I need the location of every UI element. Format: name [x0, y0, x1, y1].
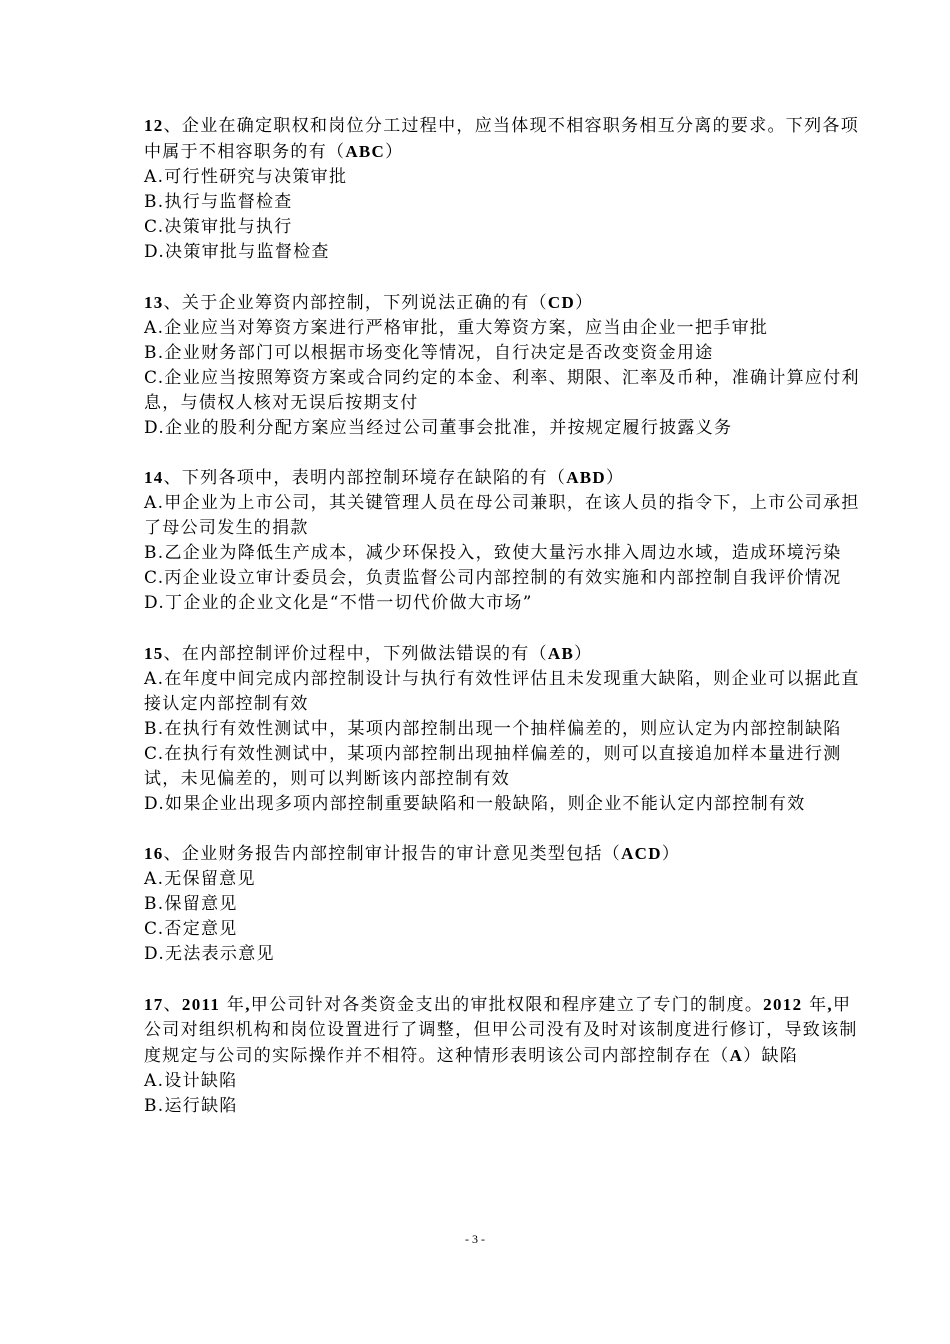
question-number: 13 [144, 292, 164, 312]
option-c: C.否定意见 [144, 919, 238, 939]
comma: , [245, 994, 251, 1014]
page-number: - 3 - [465, 1232, 485, 1246]
question-text: 、关于企业筹资内部控制，下列说法正确的有（ [163, 292, 548, 313]
question-text: 甲公司对组织机构和岗位设置进行了调整，但甲公司没有及时对该制度进行修订，导致该制度规定与公司的实际操作并不相符。这种情形表明该公司内部控制存在（ [144, 994, 858, 1066]
question-number: 15 [144, 643, 164, 663]
answer-key: ACD [621, 844, 662, 863]
question-16 [144, 841, 866, 967]
option-b: B.执行与监督检查 [144, 192, 293, 212]
question-text: 年 [802, 994, 828, 1015]
question-number: 16 [144, 844, 164, 863]
option-c: C.在执行有效性测试中，某项内部控制出现抽样偏差的，则可以直接追加样本量进行测试，未见偏差的，则可以判断该内部控制有效 [144, 743, 842, 789]
option-b: B.保留意见 [144, 894, 238, 914]
option-a: A.设计缺陷 [144, 1070, 238, 1091]
question-stem [144, 465, 866, 491]
option-a: A.可行性研究与决策审批 [144, 167, 348, 187]
option-d: D.无法表示意见 [144, 944, 275, 964]
question-stem [144, 641, 866, 667]
question-list [144, 113, 866, 1143]
year-2012: 2012 [763, 994, 803, 1014]
option-b: B.企业财务部门可以根据市场变化等情况，自行决定是否改变资金用途 [144, 342, 714, 363]
year-2011: 2011 [181, 994, 221, 1014]
question-text: 、企业财务报告内部控制审计报告的审计意见类型包括（ [163, 844, 622, 864]
option-b: B.运行缺陷 [144, 1095, 238, 1116]
option-c: C.企业应当按照筹资方案或合同约定的本金、利率、期限、汇率及币种，准确计算应付利息，与债权人核对无误后按期支付 [144, 367, 860, 413]
question-number: 17 [144, 994, 164, 1014]
question-number: 12 [144, 116, 164, 135]
question-text-end: ） [385, 142, 404, 162]
question-text-end: ） [661, 844, 681, 864]
question-stem [144, 992, 866, 1069]
question-17 [144, 992, 866, 1119]
question-text-end: ）缺陷 [743, 1045, 799, 1066]
question-15 [144, 641, 866, 817]
option-a: A.甲企业为上市公司，其关键管理人员在母公司兼职，在该人员的指令下，上市公司承担了母公司发生的捐款 [144, 493, 860, 538]
question-stem [144, 113, 866, 165]
option-d: D.决策审批与监督检查 [144, 242, 330, 262]
question-14 [144, 465, 866, 616]
option-a: A.企业应当对筹资方案进行严格审批，重大筹资方案，应当由企业一把手审批 [144, 317, 769, 338]
question-13 [144, 290, 866, 441]
question-text-end: ） [574, 643, 593, 664]
question-text: 、下列各项中，表明内部控制环境存在缺陷的有（ [163, 468, 567, 488]
option-c: C.丙企业设立审计委员会，负责监督公司内部控制的有效实施和内部控制自我评价情况 [144, 568, 842, 588]
answer-key: ABD [566, 468, 607, 487]
question-stem [144, 841, 866, 867]
question-text: 甲公司针对各类资金支出的审批权限和程序建立了专门的制度。 [250, 994, 764, 1015]
option-d: D.丁企业的企业文化是“不惜一切代价做大市场” [144, 593, 533, 613]
option-a: A.在年度中间完成内部控制设计与执行有效性评估且未发现重大缺陷，则企业可以据此直接认定内部控制有效 [144, 668, 860, 714]
answer-key: CD [547, 292, 576, 312]
option-d: D.企业的股利分配方案应当经过公司董事会批准，并按规定履行披露义务 [144, 417, 733, 438]
answer-key: A [729, 1045, 744, 1065]
question-text: 、在内部控制评价过程中，下列做法错误的有（ [163, 643, 548, 664]
option-a: A.无保留意见 [144, 869, 256, 889]
question-text: 、 [163, 994, 182, 1015]
question-text: 、企业在确定职权和岗位分工过程中，应当体现不相容职务相互分离的要求。下列各项中属于不相容职务的有（ [144, 116, 860, 162]
question-12 [144, 113, 866, 265]
option-b: B.乙企业为降低生产成本，减少环保投入，致使大量污水排入周边水域，造成环境污染 [144, 543, 842, 563]
option-c: C.决策审批与执行 [144, 217, 293, 237]
question-number: 14 [144, 468, 164, 487]
question-stem [144, 290, 866, 316]
question-text-end: ） [575, 292, 594, 313]
answer-key: ABC [345, 142, 386, 161]
answer-key: AB [547, 643, 575, 663]
question-text-end: ） [606, 468, 625, 488]
option-d: D.如果企业出现多项内部控制重要缺陷和一般缺陷，则企业不能认定内部控制有效 [144, 793, 806, 814]
option-b: B.在执行有效性测试中，某项内部控制出现一个抽样偏差的，则应认定为内部控制缺陷 [144, 718, 842, 739]
question-text: 年 [220, 994, 246, 1015]
comma: , [827, 994, 833, 1014]
